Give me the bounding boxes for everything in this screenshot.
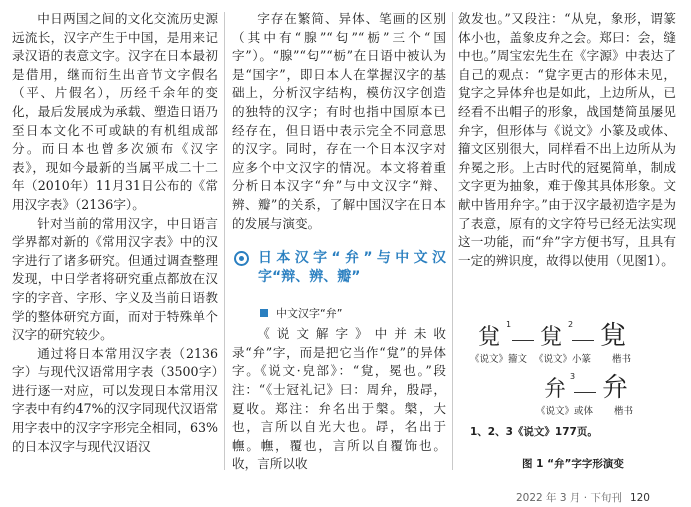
subsection-title: 中文汉字“弁” [276,307,343,321]
column-divider [224,12,225,470]
paragraph: 针对当前的常用汉字，中日语言学界都对新的《常用汉字表》中的汉字进行了诸多研究。但通过调查整理发现，中日学者将研究重点都放在汉字的字音、字形、字义及当前日语教学的整体研究方面，而对于特殊单个汉字的研究较少。 [12,215,218,343]
connector-line [512,340,534,341]
glyph-zhouwen: 覍 [478,325,501,350]
paragraph: 字存在繁简、异体、笔画的区别（其中有“腺”“匂”“栃”三个“国字”）。“腺”“匂”“栃”在日语中被认为是“国字”，即日本人在掌握汉字的基础上，分析汉字结构，模仿汉字创造的独特的汉字；有时也指中国原本已经存在，但日语中表示完全不同意思的汉字。同时，存在一个日本汉字对应多个中文汉字的情况。本文将着重分析日本汉字“弁”与中文汉字“辩、辨、瓣”的关系，了解中国汉字在日本的发展与演变。 [232,11,446,231]
page-number: 120 [629,492,650,504]
section-title: 日本汉字“弁”与中文汉字“辩、辨、瓣” [258,250,446,286]
footnote-mark: 3 [570,372,576,381]
connector-line [574,392,596,393]
footnote-mark: 2 [568,320,574,329]
glyph-xiaozhuan: 覍 [540,325,563,350]
figure-note: 1、2、3《说文》177页。 [470,426,598,438]
page-footer [516,490,650,505]
paragraph: 《说文解字》中并未收录“弁”字，而是把它当作“覍”的异体字。《说文·皃部》：“覍，冕也。”段注：“《士冠礼记》曰：周弁，殷冔，夏收。郑注：弁名出于槃。槃，大也，言所以自光大也。冔，名出于幠。幠，覆也，言所以自覆饰也。收，言所以收 [232,326,446,472]
glyph-caption: 《说文》或体 [536,406,594,417]
section-heading [232,249,446,287]
column-divider [452,12,453,470]
footnote-mark: 1 [506,320,512,329]
glyph-caption: 《说文》小篆 [534,354,592,365]
connector-line [572,340,594,341]
target-bullet-icon [234,251,249,266]
column-right [458,10,676,270]
column-left [12,10,218,456]
figure-title: 图 1 “弁”字字形演变 [522,458,624,470]
issue-date: 2022 年 3 月 · 下旬刊 [516,492,622,504]
square-bullet-icon [260,309,268,317]
glyph-caption: 楷书 [612,354,632,365]
column-middle [232,10,446,474]
glyph-caption: 楷书 [614,406,634,417]
glyph-kaishu: 覍 [600,321,627,351]
subsection-heading [260,305,446,323]
paragraph: 通过将日本常用汉字表（2136字）与现代汉语常用字表（3500字）进行逐一对应，可以发现日本常用汉字表中有约47%的汉字同现代汉语常用字表中的汉字字形完全相同，63%的日本汉字与现代汉语汉 [12,345,218,454]
paragraph: 敛发也。”又段注：“从皃，象形，谓篆体小也，盖象皮弁之会。郑曰：会，缝中也。”周宝宏先生在《字源》中表达了自己的观点：“覍字更古的形体未见，覍字之异体弁也是如此，上边所从，已经看不出帽子的形象，战国楚简虽屡见弁字，但形体与《说文》小篆及或体、籀文区别很大，同样看不出上边所从为弁冕之形。上古时代的冠冕简单，制成文字更为抽象，难于像其具体形象。文献中皆用弁字。”由于汉字最初造字是为了表意，原有的文字符号已经无法实现这一功能，而“弁”字方便书写，且具有一定的辨识度，故得以使用（见图1）。 [458,11,676,268]
paragraph: 中日两国之间的文化交流历史源远流长，汉字产生于中国，是用来记录汉语的表意文字。汉字在日本最初是借用，继而衍生出音节文字假名（平、片假名），历经千余年的变化，最后发展成为承载、塑造日语乃至日本文化不可或缺的有机组成部分。而日本也曾多次颁布《汉字表》，现如今最新的当属平成二十二年（2010年）11月31日公布的《常用汉字表》（2136字）。 [12,11,218,212]
glyph-huoti: 弁 [544,377,567,402]
glyph-kaishu: 弁 [602,373,629,403]
figure-glyph-evolution [466,318,676,478]
glyph-caption: 《说文》籀文 [470,354,528,365]
